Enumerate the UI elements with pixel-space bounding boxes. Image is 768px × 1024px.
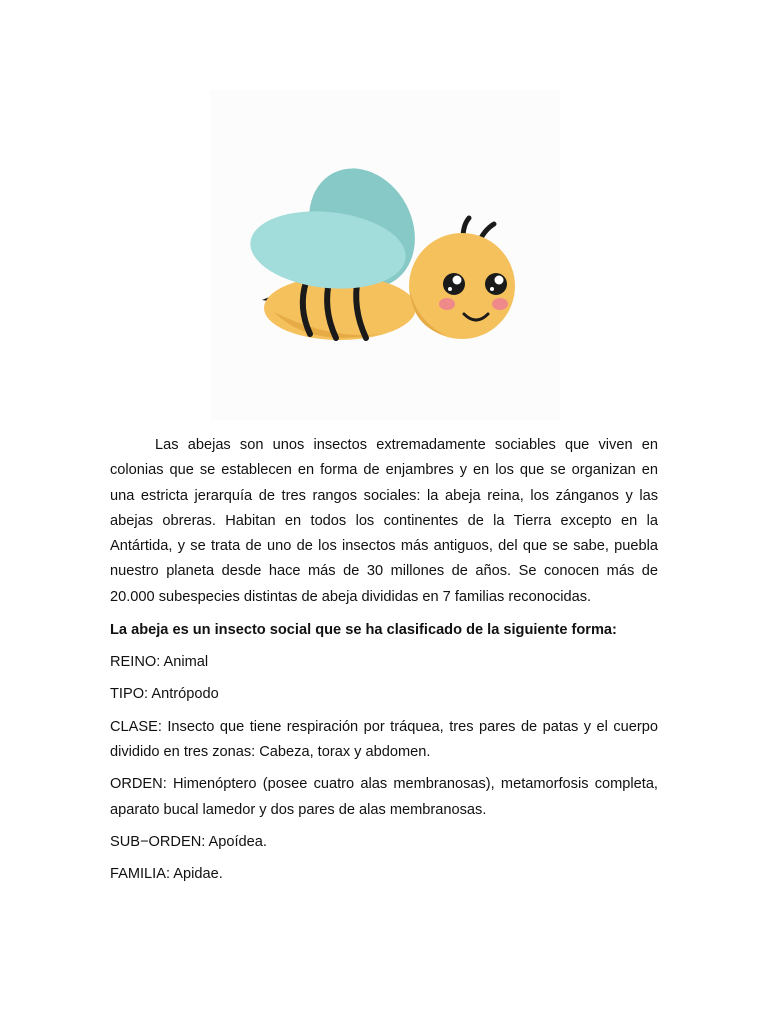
bee-icon bbox=[210, 90, 560, 420]
bee-eye bbox=[485, 273, 507, 295]
eye-highlight bbox=[448, 287, 452, 291]
classification-suborden: SUB−ORDEN: Apoídea. bbox=[110, 833, 267, 850]
bee-eye bbox=[443, 273, 465, 295]
classification-clase: CLASE: Insecto que tiene respiración por tráquea, tres pares de patas y el cuerpo dividido en tres zonas: Cabeza, torax y abdomen. bbox=[110, 718, 658, 760]
classification-heading: La abeja es un insecto social que se ha clasificado de la siguiente forma: bbox=[110, 622, 617, 639]
intro-paragraph: Las abejas son unos insectos extremadamente sociables que viven en colonias que se establecen en forma de enjambres y en los que se organizan en una estricta jerarquía de tres rangos sociales: la abeja reina, los zánganos y las abejas obreras. Habitan en todos los continentes de la Tierra excepto en la Antártida, y se trata de uno de los insectos más antiguos, del que se sabe, puebla nuestro planeta desde hace más de 30 millones de años. Se conocen más de 20.000 subespecies distintas de abeja divididas en 7 familias reconocidas. bbox=[110, 437, 658, 605]
classification-familia: FAMILIA: Apidae. bbox=[110, 866, 223, 883]
document-text bbox=[110, 433, 658, 887]
bee-cheek bbox=[492, 298, 508, 310]
classification-tipo: TIPO: Antrópodo bbox=[110, 686, 219, 703]
classification-orden: ORDEN: Himenóptero (posee cuatro alas membranosas), metamorfosis completa, aparato bucal lamedor y dos pares de alas membranosas. bbox=[110, 776, 658, 818]
eye-highlight bbox=[453, 276, 462, 285]
bee-cheek bbox=[439, 298, 455, 310]
classification-reino: REINO: Animal bbox=[110, 654, 209, 671]
bee-illustration bbox=[210, 90, 560, 420]
eye-highlight bbox=[495, 276, 504, 285]
eye-highlight bbox=[490, 287, 494, 291]
